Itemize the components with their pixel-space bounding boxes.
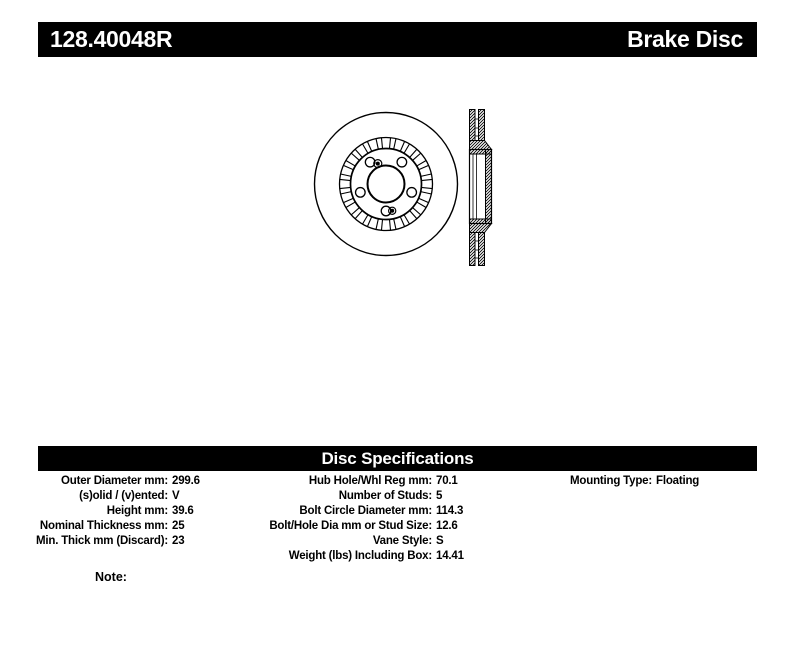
spec-label: Weight (lbs) Including Box: xyxy=(288,550,432,562)
spec-value: 14.41 xyxy=(436,550,464,562)
spec-column-middle xyxy=(260,474,464,564)
vane-ring-outer-circle xyxy=(340,138,433,231)
spec-value: 114.3 xyxy=(436,505,464,517)
vane-ring-inner-circle xyxy=(351,149,422,220)
section-top-plate-left xyxy=(470,110,476,141)
spec-label: Min. Thick mm (Discard): xyxy=(36,535,168,547)
stud-hole xyxy=(356,188,366,198)
stud-hole xyxy=(397,157,407,167)
spec-label: Bolt Circle Diameter mm: xyxy=(299,505,432,517)
section-top-plate-right xyxy=(479,110,485,141)
note-label: Note: xyxy=(95,570,127,584)
spec-label: Mounting Type: xyxy=(570,475,652,487)
spec-row-bolt-circle-diameter xyxy=(260,504,464,519)
spec-value: V xyxy=(172,490,180,502)
spec-label: Bolt/Hole Dia mm or Stud Size: xyxy=(269,520,432,532)
spec-row-outer-diameter xyxy=(20,474,200,489)
spec-value: 299.6 xyxy=(172,475,200,487)
spec-row-solid-vented xyxy=(20,489,200,504)
brake-disc-technical-drawing xyxy=(285,95,505,285)
spec-row-height xyxy=(20,504,200,519)
spec-label: Vane Style: xyxy=(372,535,432,547)
front-view xyxy=(315,113,458,256)
section-top-transition xyxy=(470,141,492,150)
spec-row-weight xyxy=(260,549,464,564)
title-bar xyxy=(38,22,757,57)
spec-label: Outer Diameter mm: xyxy=(61,475,168,487)
spec-section-title: Disc Specifications xyxy=(321,448,474,468)
product-type-label: Brake Disc xyxy=(627,26,743,52)
stud-hole xyxy=(381,206,391,216)
spec-value: 70.1 xyxy=(436,475,458,487)
spec-row-hub-hole xyxy=(260,474,464,489)
stud-hole xyxy=(407,188,417,198)
spec-value: 25 xyxy=(172,520,185,532)
section-bottom-plate-left xyxy=(470,233,476,266)
spec-column-right xyxy=(500,474,699,489)
spec-row-mounting-type xyxy=(500,474,699,489)
spec-row-vane-style xyxy=(260,534,464,549)
spec-value: Floating xyxy=(656,475,700,487)
balance-mark-bottom xyxy=(389,207,396,214)
section-bottom-plate-right xyxy=(479,233,485,266)
part-number: 128.40048R xyxy=(50,26,173,52)
spec-label: Nominal Thickness mm: xyxy=(39,520,168,532)
section-bottom-transition xyxy=(470,224,492,233)
spec-row-nominal-thickness xyxy=(20,519,200,534)
spec-column-left xyxy=(20,474,200,549)
side-section-view xyxy=(470,110,492,266)
section-hat-right-band xyxy=(486,150,492,224)
spec-row-bolt-hole-dia xyxy=(260,519,464,534)
spec-value: 23 xyxy=(172,535,185,547)
hub-bore-circle xyxy=(368,166,405,203)
spec-value: 12.6 xyxy=(436,520,458,532)
spec-value: 39.6 xyxy=(172,505,194,517)
spec-label: (s)olid / (v)ented: xyxy=(79,490,168,502)
spec-row-min-thick xyxy=(20,534,200,549)
spec-value: S xyxy=(436,535,444,547)
spec-value: 5 xyxy=(436,490,443,502)
spec-label: Number of Studs: xyxy=(338,490,432,502)
spec-row-number-of-studs xyxy=(260,489,464,504)
spec-section-header xyxy=(38,446,757,471)
outer-edge-circle xyxy=(315,113,458,256)
spec-label: Hub Hole/Whl Reg mm: xyxy=(308,475,432,487)
spec-label: Height mm: xyxy=(106,505,168,517)
